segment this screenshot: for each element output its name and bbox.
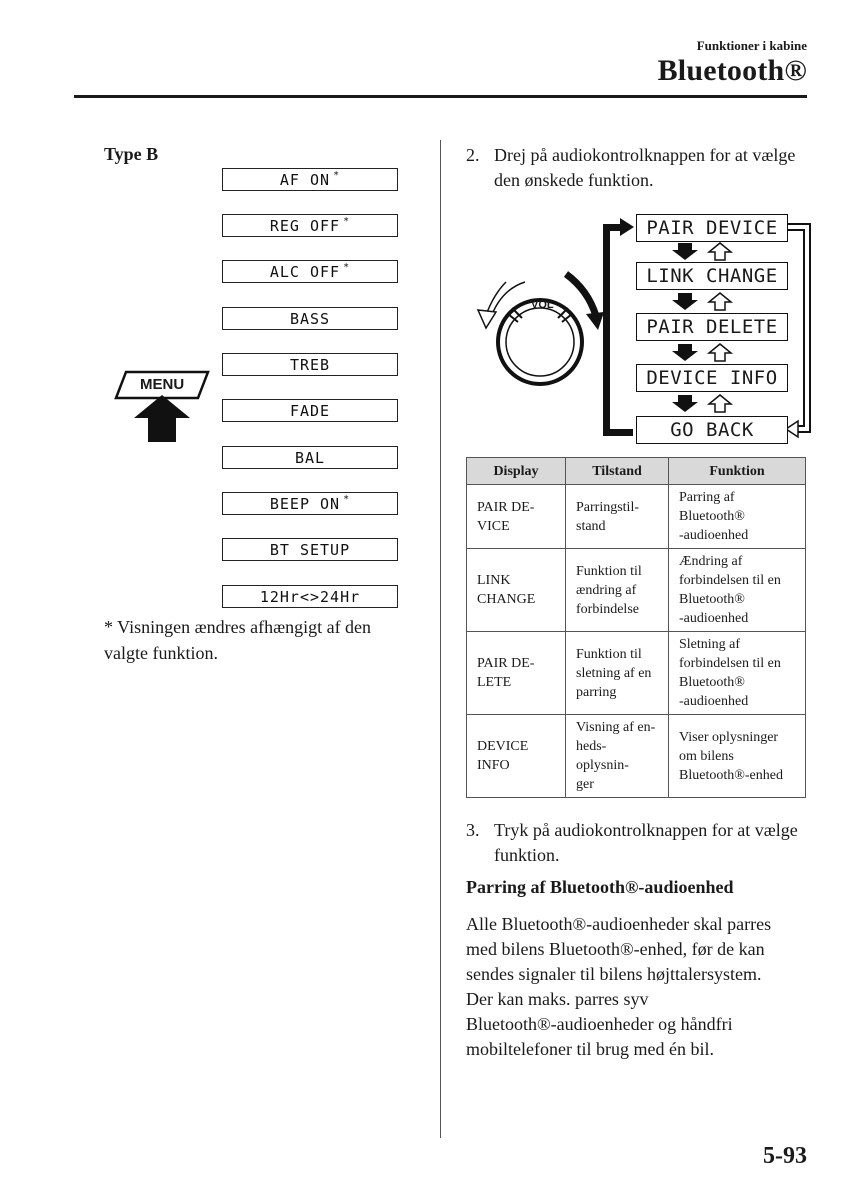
paragraph-line: Alle Bluetooth®-audioenheder skal parres (466, 914, 772, 934)
col-header-function: Funktion (669, 458, 806, 485)
step-2 (466, 143, 811, 193)
loop-bar-right (788, 224, 810, 432)
display-pair-delete: PAIR DELETE (636, 313, 788, 341)
table-row (467, 632, 806, 715)
cell-line: om bilens (679, 748, 734, 764)
lcd-item (222, 585, 398, 608)
vol-knob-inner (506, 308, 574, 376)
footnote: * Visningen ændres afhængigt af den valgte funktion. (104, 617, 372, 663)
lcd-item-label: ALC OFF (269, 262, 341, 281)
cell-state (566, 485, 669, 549)
table-row (467, 715, 806, 798)
lcd-item (222, 168, 398, 191)
cell-line: -audioenhed (679, 528, 749, 543)
lcd-item-star: * (333, 170, 341, 181)
cell-function (669, 485, 806, 549)
cell-function (669, 632, 806, 715)
cell-state (566, 549, 669, 632)
page-number: 5-93 (763, 1143, 807, 1169)
cell-line: ger (576, 777, 594, 792)
step-2-number: 2. (466, 145, 480, 165)
table-header-row (467, 458, 806, 485)
lcd-item-label: BASS (289, 309, 331, 328)
rotate-right-arrow-icon (566, 274, 596, 316)
cell-line: parring (576, 684, 617, 700)
cell-line: DEVICE (477, 739, 529, 754)
lcd-item (222, 307, 398, 330)
table-row (467, 549, 806, 632)
loop-arrow-icon (620, 218, 634, 236)
press-arrow-icon (134, 395, 190, 442)
lcd-item-label: 12Hr<>24Hr (259, 587, 361, 606)
lcd-item-label: AF ON (279, 170, 331, 189)
lcd-item-label: TREB (289, 355, 331, 374)
body-paragraph (466, 912, 811, 1062)
cell-state (566, 632, 669, 715)
step-3 (466, 818, 811, 868)
paragraph-line: mobiltelefoner til brug med én bil. (466, 1039, 714, 1059)
cell-line: sletning af en (576, 665, 652, 681)
display-pair-device: PAIR DEVICE (636, 214, 788, 242)
display-go-back: GO BACK (636, 416, 788, 444)
type-label: Type B (104, 144, 159, 164)
cell-line: CHANGE (477, 592, 536, 607)
paragraph-line: med bilens Bluetooth®-enhed, før de kan (466, 939, 765, 959)
cell-line: LETE (477, 675, 512, 690)
lcd-item (222, 492, 398, 515)
lcd-item (222, 399, 398, 422)
lcd-item-star: * (343, 262, 351, 273)
vol-label: VOL (531, 299, 554, 311)
page-title: Bluetooth® (657, 54, 807, 87)
lcd-item (222, 538, 398, 561)
cell-line: forbindelsen til en (679, 656, 781, 671)
cell-line: Funktion til (576, 563, 642, 579)
cell-function (669, 549, 806, 632)
section-header: Funktioner i kabine (696, 38, 807, 53)
column-divider (440, 140, 441, 1138)
step-3-text: Tryk på audiokontrolknappen for at vælge funktion. (494, 820, 798, 865)
cell-state (566, 715, 669, 798)
step-2-text: Drej på audiokontrolknappen for at vælge den ønskede funktion. (494, 145, 796, 190)
lcd-item (222, 446, 398, 469)
cell-line: forbindelse (576, 601, 639, 617)
section-title: Parring af Bluetooth®-audioenhed (466, 877, 734, 897)
lcd-item-label: BT SETUP (269, 540, 351, 559)
cell-line: heds-oplysnin- (576, 739, 629, 773)
cell-line: -audioenhed (679, 611, 749, 626)
display-device-info: DEVICE INFO (636, 364, 788, 392)
cell-function (669, 715, 806, 798)
cell-line: -audioenhed (679, 694, 749, 709)
cell-line: Bluetooth® (679, 509, 745, 524)
display-link-change: LINK CHANGE (636, 262, 788, 290)
cell-line: Viser oplysninger (679, 729, 779, 745)
cell-display (467, 715, 566, 798)
cell-line: PAIR DE- (477, 656, 535, 671)
lcd-item-star: * (343, 216, 351, 227)
lcd-item (222, 353, 398, 376)
paragraph-line: sendes signaler til bilens højttalersystem. (466, 964, 762, 984)
cell-line: Visning af en- (576, 720, 656, 735)
cell-line: forbindelsen til en (679, 573, 781, 588)
cell-line: Bluetooth®-enhed (679, 767, 783, 783)
loop-bar-left (603, 224, 610, 436)
lcd-item (222, 260, 398, 283)
cell-line: Parringstil- (576, 499, 639, 515)
cell-display (467, 485, 566, 549)
col-header-state: Tilstand (566, 458, 669, 485)
paragraph-line: Der kan maks. parres syv (466, 989, 649, 1009)
col-header-display: Display (467, 458, 566, 485)
function-table (466, 457, 806, 798)
cell-line: Funktion til (576, 646, 642, 662)
menu-button-label: MENU (140, 376, 185, 393)
cell-line: Parring af (679, 490, 735, 505)
step-3-number: 3. (466, 820, 480, 840)
table-row (467, 485, 806, 549)
lcd-item-label: BEEP ON (269, 494, 341, 513)
lcd-item-label: BAL (294, 448, 326, 467)
cell-line: Bluetooth® (679, 592, 745, 607)
cell-line: Bluetooth® (679, 675, 745, 690)
header-rule (74, 95, 807, 98)
cell-line: INFO (477, 758, 510, 773)
cell-line: stand (576, 518, 606, 534)
lcd-item-label: FADE (289, 401, 331, 420)
cell-line: VICE (477, 518, 510, 534)
cell-display (467, 549, 566, 632)
cell-line: Sletning af (679, 637, 741, 652)
paragraph-line: Bluetooth®-audioenheder og håndfri (466, 1014, 733, 1034)
lcd-item-star: * (343, 494, 351, 505)
cell-display (467, 632, 566, 715)
cell-line: ændring af (576, 582, 637, 598)
cell-line: LINK (477, 573, 511, 588)
cell-line: Ændring af (679, 554, 743, 569)
cell-line: PAIR DE- (477, 499, 535, 515)
lcd-item-label: REG OFF (269, 216, 341, 235)
lcd-item (222, 214, 398, 237)
